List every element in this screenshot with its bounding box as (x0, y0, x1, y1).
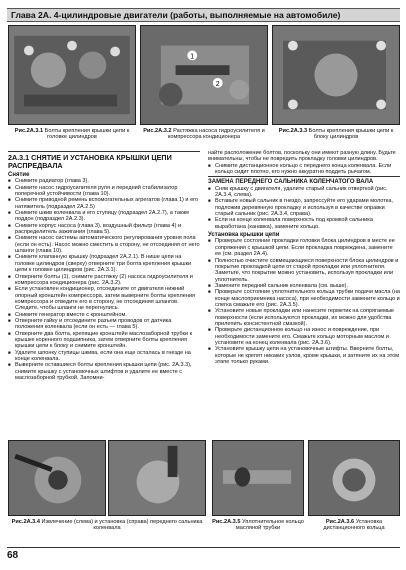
list-item: ■ Если на конце коленвала поверхность под кромкой сальника выработана (канавка), замените кольцо. (208, 217, 400, 230)
removal-heading: Снятие (8, 172, 30, 178)
list-item: ■ Отверните два болта, крепящие кронштейн маслозаборной трубки к крышке коренного подшипника, затем отверните болты крепления крышки цепи к блоку и снимите кронштейн. (8, 331, 200, 350)
list-item: ■ Снимите шкив коленвала и его ступицу (подраздел 2А.2.7), а также поддон (подраздел 2А.2.3). (8, 210, 200, 223)
footer-divider (7, 547, 400, 548)
figure-caption-2a31 (8, 128, 136, 141)
list-item: ■ Выверните оставшиеся болты крепления крышки цепи (рис. 2А.3.3), снимите крышку с установочных штифтов и удалите ее вместе с маслозаборной трубкой. Запомни- (8, 362, 200, 381)
list-item: ■ Снимите корпус насоса (глава 3), воздушный фильтр (глава 4) и распределитель зажигания (глава 5). (8, 223, 200, 236)
caption-text: Растяжка насоса гидроусилителя и компрессора кондиционера (167, 128, 265, 141)
list-item: ■ Замените передний сальник коленвала (см. выше). (208, 283, 400, 289)
caption-number: Рис.2А.3.4 (11, 519, 40, 525)
figure-2a32-photo (140, 25, 268, 125)
list-item: ■ Вставьте новый сальник в гнездо, запрессуйте его ударами молотка, подложив деревянную прокладку и используя в качестве оправки старый сальник (рис. 2А.3.4, справа). (208, 198, 400, 217)
seal-install-image (109, 441, 205, 515)
list-item: ■ Снимите радиатор (глава 3). (8, 178, 200, 184)
list-item: ■ Полностью очистите совмещающиеся поверхности блока цилиндров и покрытие прокладкой цепи от старой прокладки или уплотнителя. Заметьте, что покрытие можно установить, используя прокладки или уплотнитель. (208, 258, 400, 283)
caption-text: Установка дистанционного кольца (323, 519, 385, 532)
caption-number: Рис.2А.3.6 (325, 519, 355, 525)
list-item: ■ Установите крышку цепи на установочные штифты. Вверните болты, которые не крепят никаких узлов, кроме крышки, и затяните их на этом этапе только руками. (208, 346, 400, 365)
list-item: ■ Проверьте состояние прокладки головки блока цилиндров в месте ее сопряжения с крышкой цепи. Если прокладка повреждена, замените ее (см. раздел 2А.4). (208, 238, 400, 257)
figure-caption-2a36 (308, 519, 400, 532)
oil-tube-ring-image (213, 441, 303, 515)
svg-text:2: 2 (215, 80, 220, 88)
figure-2a31-photo (8, 25, 136, 125)
figure-2a35-photo (212, 440, 304, 516)
list-item: ■ Сняв крышку с двигателя, удалите старый сальник отверткой (рис. 2А.3.4, слева). (208, 186, 400, 199)
list-item: ■ Отверните гайку и отсоедините разъем проводов от датчика положения коленвала (если он есть — глава 5). (8, 318, 200, 331)
caption-number: Рис.2А.3.3 (278, 128, 308, 134)
list-item: ■ Снимите дистанционное кольцо с переднего конца коленвала. Если кольцо сидит плотно, его нужно аккуратно поддеть рычагом. (208, 163, 400, 176)
seal-heading: ЗАМЕНА ПЕРЕДНЕГО САЛЬНИКА КОЛЕНЧАТОГО ВАЛА (208, 179, 374, 186)
block-bolts-image (273, 26, 399, 124)
caption-text: Болты крепления крышки цепи к блоку цилиндров (308, 128, 394, 141)
list-item: ■ Если установлен кондиционер, отсоедините от двигателя нижний опорный кронштейн компрессора, затем выверните болты крепления компрессора и отведите его в сторону, не отсоединяя шлангов. Следите, чтобы шланги не перегнулись. (8, 286, 200, 311)
page-number: 68 (7, 550, 19, 561)
figure-caption-2a32 (140, 128, 268, 141)
figure-2a33-photo (272, 25, 400, 125)
caption-number: Рис.2А.3.2 (143, 128, 172, 134)
left-text-column (8, 150, 200, 381)
list-item: ■ Снимите насос гидроусилителя руля и передний стабилизатор поперечной устойчивости (глава 10). (8, 185, 200, 198)
section-divider (8, 151, 200, 152)
list-item: ■ Снимите клапанную крышку (подраздел 2А.2.1). В нише цепи на головке цилиндров (сверху) отверните три болта крепления крышки цепи к головке цилиндров (рис. 2А.3.1). (8, 254, 200, 273)
chapter-header (7, 8, 400, 22)
list-item: ■ Установите новые прокладки или нанесите герметик на сопрягаемые поверхности (если используются прокладки, их можно для удобства прилепить консистентной смазкой). (208, 308, 400, 327)
list-item: ■ Проверьте дистанционное кольцо на износ и повреждение, при необходимости замените его. Смажьте кольцо моторным маслом и установите на конец коленвала (рис. 2А.3.6). (208, 327, 400, 346)
list-item: ■ Удалите шпонку ступицы шкива, если она еще осталась в гнезде на конце коленвала. (8, 350, 200, 363)
list-item: ■ Снимите генератор вместе с кронштейном. (8, 312, 200, 318)
paragraph: найте расположение болтов, поскольку они имеют разную длину. Будьте внимательны, чтобы не повредить прокладку головки цилиндров. (208, 150, 396, 163)
figure-2a34-photo-right (108, 440, 206, 516)
svg-text:1: 1 (190, 53, 195, 61)
seal-removal-image (9, 441, 105, 515)
spacer-ring-image (309, 441, 399, 515)
caption-text: Извлечение (слева) и установка (справа) переднего сальника коленвала (41, 519, 203, 532)
engine-chain-cover-image (9, 26, 135, 124)
list-item: ■ Снимите приводной ремень вспомогательных агрегатов (глава 1) и его натяжитель (подраздел 2А.2.5) (8, 197, 200, 210)
section-title: 2A.3.1 СНЯТИЕ И УСТАНОВКА КРЫШКИ ЦЕПИ РАСПРЕДВАЛА (8, 153, 172, 170)
pump-bracket-image (141, 26, 267, 124)
section-divider (208, 176, 400, 177)
figure-caption-2a34 (8, 519, 206, 532)
right-text-column (208, 150, 400, 365)
install-heading: Установка крышки цепи (208, 232, 280, 239)
caption-text: Болты крепления крышки цепи к головке цилиндров (44, 128, 130, 141)
chapter-title: Глава 2A. 4-цилиндровые двигатели (работы, выполняемые на автомобиле) (11, 10, 341, 20)
list-item: ■ Снимите насос системы автоматического регулирования уровня пола (если он есть). Насос можно сместить в сторону, не отсоединяя от него шланги (глава 10). (8, 235, 200, 254)
list-item: ■ Проверьте состояние уплотнительного кольца трубки подачи масла (на конце маслоприемника насоса), при необходимости замените кольцо и слегка смажьте его (рис. 2А.3.5). (208, 289, 400, 308)
figure-caption-2a33 (272, 128, 400, 141)
figure-2a36-photo (308, 440, 400, 516)
figure-2a34-photo-left (8, 440, 106, 516)
caption-number: Рис.2А.3.5 (212, 519, 241, 525)
caption-text: Уплотнительное кольцо масляной трубки (235, 519, 304, 532)
caption-number: Рис.2А.3.1 (14, 128, 44, 134)
figure-caption-2a35 (212, 519, 304, 532)
list-item: ■ Отверните болты (1), снимите растяжку (2) насоса гидроусилителя и компрессора кондиционера (рис. 2А.3.2). (8, 274, 200, 287)
